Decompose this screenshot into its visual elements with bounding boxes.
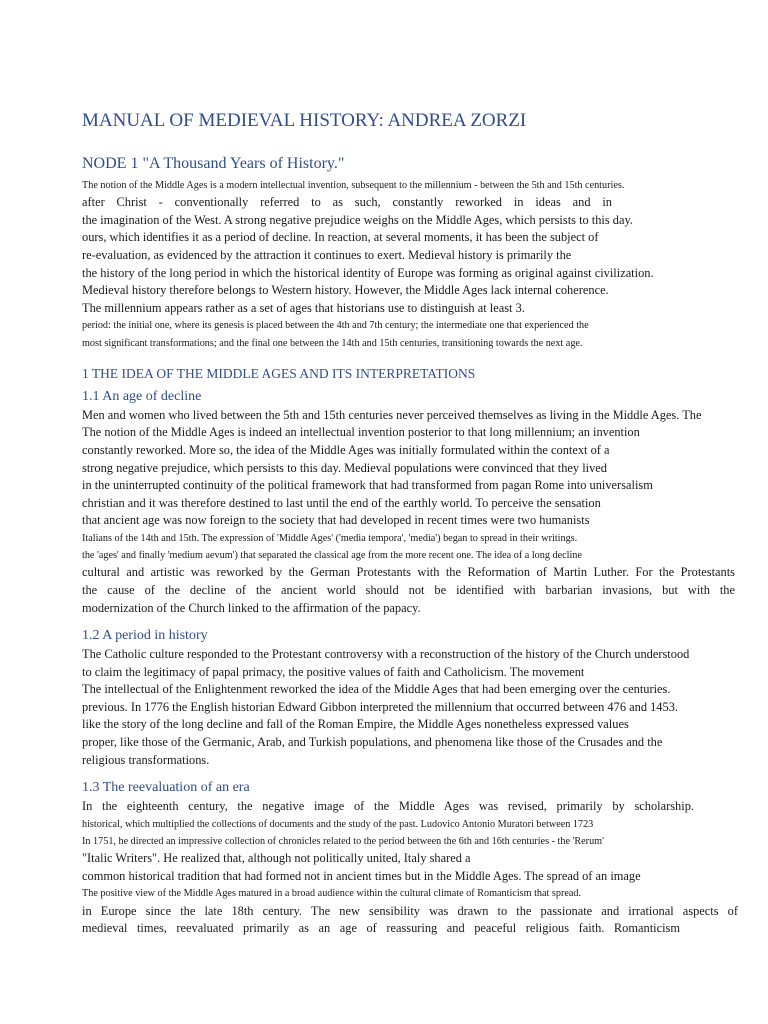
text-line: the 'ages' and finally 'medium aevum') that separated the classical age from the more recent one. The idea of a long decline — [82, 550, 582, 562]
text-line: Men and women who lived between the 5th and 15th centuries never perceived themselves as living in the Middle Ages. The — [82, 407, 702, 422]
text-line: common historical tradition that had formed not in ancient times but in the Middle Ages. The spread of an image — [82, 868, 641, 883]
text-line: period: the initial one, where its genesis is placed between the 4th and 7th century; the intermediate one that experienced the — [82, 320, 589, 332]
text-line: Italians of the 14th and 15th. The expression of 'Middle Ages' ('media tempora', 'media') began to spread in their writings. — [82, 532, 578, 544]
document-page — [82, 108, 748, 938]
text-line: cultural and artistic was reworked by the German Protestants with the Reformation of Martin Luther. For the Protestants — [82, 565, 735, 580]
node-title: NODE 1 "A Thousand Years of History." — [82, 155, 345, 172]
subsection-heading-1-3: 1.3 The reevaluation of an era — [82, 780, 250, 796]
text-line: that ancient age was now foreign to the society that had developed in recent times were two humanists — [82, 513, 590, 528]
text-line: the history of the long period in which the historical identity of Europe was forming as original against civilization. — [82, 265, 654, 280]
text-line: The positive view of the Middle Ages matured in a broad audience within the cultural climate of Romanticism that spread. — [82, 888, 582, 900]
text-line: In 1751, he directed an impressive collection of chronicles related to the period between the 6th and 16th centuries - the 'Rerum' — [82, 836, 604, 848]
text-line: In the eighteenth century, the negative image of the Middle Ages was revised, primarily by scholarship. — [82, 799, 694, 814]
text-line: proper, like those of the Germanic, Arab, and Turkish populations, and phenomena like those of the Crusades and the — [82, 735, 663, 750]
text-line: "Italic Writers". He realized that, although not politically united, Italy shared a — [82, 851, 471, 866]
text-line: after Christ - conventionally referred to as such, constantly reworked in ideas and in — [82, 195, 612, 210]
text-line: constantly reworked. More so, the idea of the Middle Ages was initially formulated within the context of a — [82, 442, 610, 457]
subsection-body-1-3 — [82, 798, 748, 938]
text-line: previous. In 1776 the English historian Edward Gibbon interpreted the millennium that occurred between 476 and 1453. — [82, 699, 678, 714]
text-line: The intellectual of the Enlightenment reworked the idea of the Middle Ages that had been emerging over the centuries. — [82, 682, 671, 697]
text-line: re-evaluation, as evidenced by the attraction it continues to exert. Medieval history is primarily the — [82, 247, 572, 262]
text-line: religious transformations. — [82, 752, 210, 767]
text-line: Medieval history therefore belongs to Western history. However, the Middle Ages lack internal coherence. — [82, 283, 609, 298]
node-body — [82, 177, 748, 352]
subsection-heading-1-1: 1.1 An age of decline — [82, 388, 202, 404]
text-line: the cause of the decline of the ancient world should not be identified with barbarian invasions, but with the — [82, 582, 735, 597]
section-heading: 1 THE IDEA OF THE MIDDLE AGES AND ITS INTERPRETATIONS — [82, 365, 476, 381]
subsection-body-1-2 — [82, 646, 748, 769]
text-line: medieval times, reevaluated primarily as an age of reassuring and peaceful religious faith. Romanticism — [82, 921, 680, 936]
text-line: most significant transformations; and the final one between the 14th and 15th centuries, transitioning towards the next age. — [82, 337, 583, 349]
text-line: The millennium appears rather as a set of ages that historians use to distinguish at least 3. — [82, 300, 525, 315]
subsection-body-1-1 — [82, 407, 748, 617]
subsection-heading-1-2: 1.2 A period in history — [82, 628, 208, 644]
text-line: ours, which identifies it as a period of decline. In reaction, at several moments, it has been the subject of — [82, 230, 599, 245]
text-line: historical, which multiplied the collections of documents and the study of the past. Ludovico Antonio Muratori between 1723 — [82, 818, 594, 830]
text-line: in the uninterrupted continuity of the political framework that had transformed from pagan Rome into universalism — [82, 478, 653, 493]
text-line: modernization of the Church linked to the affirmation of the papacy. — [82, 600, 421, 615]
text-line: the imagination of the West. A strong negative prejudice weighs on the Middle Ages, which persists to this day. — [82, 212, 633, 227]
text-line: to claim the legitimacy of papal primacy, the positive values of faith and Catholicism. The movement — [82, 664, 585, 679]
text-line: like the story of the long decline and fall of the Roman Empire, the Middle Ages nonetheless expressed values — [82, 717, 629, 732]
text-line: The Catholic culture responded to the Protestant controversy with a reconstruction of the history of the Church understood — [82, 647, 690, 662]
text-line: The notion of the Middle Ages is a modern intellectual invention, subsequent to the millennium - between the 5th and 15th centuries. — [82, 180, 625, 191]
text-line: strong negative prejudice, which persists to this day. Medieval populations were convinced that they lived — [82, 460, 607, 475]
document-title: MANUAL OF MEDIEVAL HISTORY: ANDREA ZORZI — [82, 110, 527, 131]
text-line: in Europe since the late 18th century. The new sensibility was drawn to the passionate and irrational aspects of — [82, 903, 738, 918]
text-line: The notion of the Middle Ages is indeed an intellectual invention posterior to that long millennium; an invention — [82, 425, 640, 440]
text-line: christian and it was therefore destined to last until the end of the earthly world. To perceive the sensation — [82, 495, 601, 510]
